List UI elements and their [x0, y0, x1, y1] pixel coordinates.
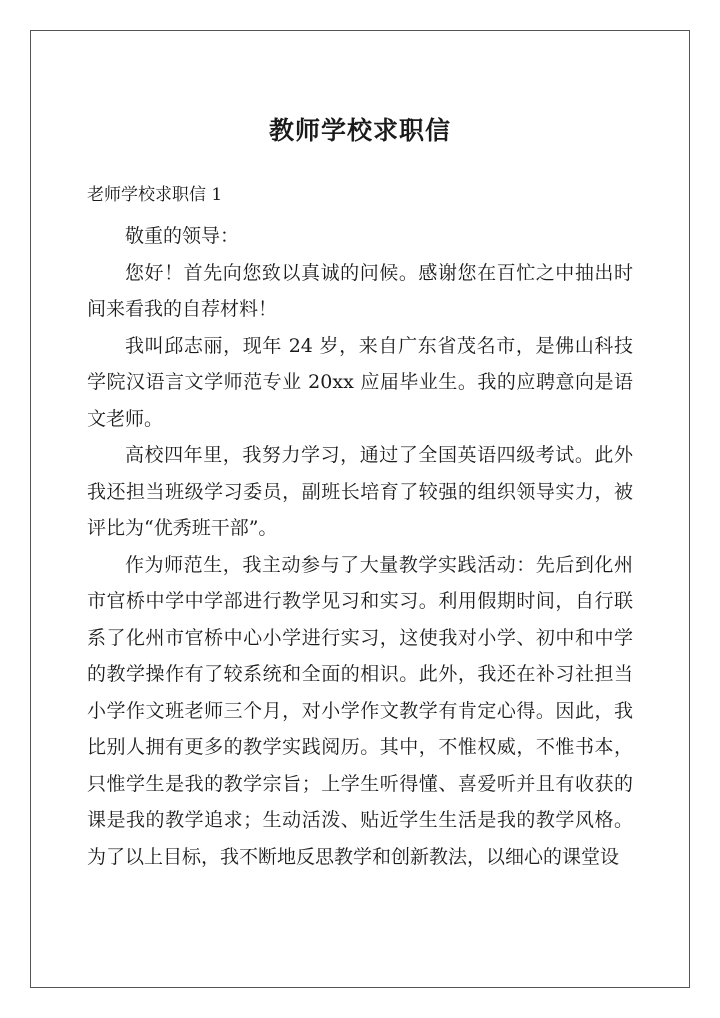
document-body: [87, 218, 633, 875]
document-title: 教师学校求职信: [268, 116, 451, 145]
paragraph-greeting: 您好！首先向您致以真诚的问候。感谢您在百忙之中抽出时间来看我的自荐材料！: [87, 261, 633, 320]
document-subheading: 老师学校求职信 1: [87, 185, 223, 205]
paragraph-teaching-practice: 作为师范生，我主动参与了大量教学实践活动：先后到化州市官桥中学中学部进行教学见习和实习。利用假期时间，自行联系了化州市官桥中心小学进行实习，这使我对小学、初中和中学的教学操作有了较系统和全面的相识。此外，我还在补习社担当小学作文班老师三个月，对小学作文教学有肯定心得。因此，我比别人拥有更多的教学实践阅历。其中，不惟权威，不惟书本，只惟学生是我的教学宗旨；上学生听得懂、喜爱听并且有收获的课是我的教学追求；生动活泼、贴近学生生活是我的教学风格。为了以上目标，我不断地反思教学和创新教法，以细心的课堂设: [87, 553, 633, 868]
paragraph-university: 高校四年里，我努力学习，通过了全国英语四级考试。此外我还担当班级学习委员，副班长培育了较强的组织领导实力，被评比为“优秀班干部”。: [87, 444, 633, 539]
paragraph-salutation: 敬重的领导：: [125, 225, 240, 247]
paragraph-introduction: 我叫邱志丽，现年 24 岁，来自广东省茂名市，是佛山科技学院汉语言文学师范专业 20xx 应届毕业生。我的应聘意向是语文老师。: [87, 334, 633, 430]
